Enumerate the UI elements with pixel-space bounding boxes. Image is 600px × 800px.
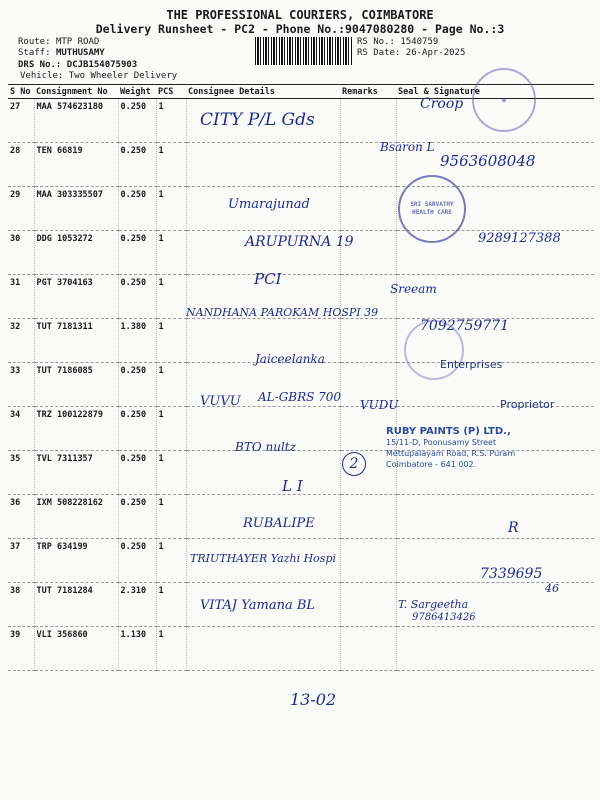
drs-label: DRS No.: bbox=[18, 60, 62, 70]
col-pcs: PCS bbox=[156, 85, 186, 99]
handwriting-consignee: L I bbox=[282, 477, 303, 495]
handwriting-consignee: PCI bbox=[254, 270, 282, 288]
handwritten-phone: 9786413426 bbox=[412, 612, 476, 623]
row-consignment: PGT 3704163 bbox=[34, 275, 118, 319]
ruby-stamp-name: RUBY PAINTS (P) LTD., bbox=[386, 426, 511, 437]
runsheet-subtitle: Delivery Runsheet - PC2 - Phone No.:9047080280 - Page No.:3 bbox=[95, 22, 505, 36]
handwriting-consignee: VUVU bbox=[200, 394, 241, 409]
delivery-table bbox=[8, 84, 594, 671]
row-weight: 1.380 bbox=[118, 319, 156, 363]
row-weight: 1.130 bbox=[118, 627, 156, 671]
row-remarks bbox=[340, 495, 396, 539]
row-weight: 0.250 bbox=[118, 231, 156, 275]
rs-date-label: RS Date: bbox=[357, 48, 401, 58]
vehicle-value: Two Wheeler Delivery bbox=[68, 71, 178, 81]
row-sno: 31 bbox=[8, 275, 34, 319]
row-sno: 28 bbox=[8, 143, 34, 187]
row-remarks bbox=[340, 99, 396, 143]
staff-line bbox=[18, 48, 105, 58]
row-pcs: 1 bbox=[156, 275, 186, 319]
rs-date-line bbox=[357, 48, 465, 58]
row-sno: 30 bbox=[8, 231, 34, 275]
col-consignee: Consignee Details bbox=[186, 85, 340, 99]
handwritten-signature: Sreeam bbox=[390, 282, 437, 296]
handwriting-consignee: TRIUTHAYER Yazhi Hospi bbox=[190, 552, 337, 565]
row-pcs: 1 bbox=[156, 451, 186, 495]
row-consignment: TRP 634199 bbox=[34, 539, 118, 583]
row-sno: 32 bbox=[8, 319, 34, 363]
rs-no-label: RS No.: bbox=[357, 37, 395, 47]
row-consignment: TUT 7181311 bbox=[34, 319, 118, 363]
handwriting-consignee: AL-GBRS 700 bbox=[258, 390, 342, 404]
drs-line bbox=[18, 60, 137, 70]
enterprises-stamp-text: Enterprises bbox=[440, 358, 503, 371]
row-weight: 0.250 bbox=[118, 187, 156, 231]
row-consignment: TEN 66819 bbox=[34, 143, 118, 187]
row-sno: 34 bbox=[8, 407, 34, 451]
row-pcs: 1 bbox=[156, 495, 186, 539]
route-value: MTP ROAD bbox=[55, 37, 100, 47]
row-signature bbox=[396, 627, 594, 671]
row-weight: 0.250 bbox=[118, 143, 156, 187]
row-sno: 33 bbox=[8, 363, 34, 407]
row-pcs: 1 bbox=[156, 143, 186, 187]
row-consignee bbox=[186, 143, 340, 187]
route-label: Route: bbox=[18, 37, 51, 47]
row-weight: 0.250 bbox=[118, 275, 156, 319]
row-pcs: 1 bbox=[156, 583, 186, 627]
table-row bbox=[8, 627, 594, 671]
handwritten-signature: T. Sargeetha bbox=[398, 598, 469, 611]
row-consignment: VLI 356860 bbox=[34, 627, 118, 671]
row-remarks bbox=[340, 187, 396, 231]
route-line bbox=[18, 37, 99, 47]
handwritten-phone: 9289127388 bbox=[478, 231, 561, 246]
handwritten-signature: Croop bbox=[420, 96, 464, 112]
row-pcs: 1 bbox=[156, 187, 186, 231]
handwriting-consignee: Umarajunad bbox=[228, 197, 310, 212]
sarvathy-stamp: SRI SARVATHY HEALTH CARE bbox=[398, 175, 466, 243]
handwriting-consignee: VITAJ Yamana BL bbox=[200, 598, 316, 613]
vehicle-label: Vehicle: bbox=[20, 71, 64, 81]
staff-label: Staff: bbox=[18, 48, 51, 58]
row-sno: 35 bbox=[8, 451, 34, 495]
row-weight: 0.250 bbox=[118, 363, 156, 407]
row-consignment: IXM 508228162 bbox=[34, 495, 118, 539]
col-sno: S No bbox=[8, 85, 34, 99]
row-weight: 2.310 bbox=[118, 583, 156, 627]
row-remarks bbox=[340, 583, 396, 627]
row-consignment: TUT 7181284 bbox=[34, 583, 118, 627]
row-consignment: TUT 7186085 bbox=[34, 363, 118, 407]
col-weight: Weight bbox=[118, 85, 156, 99]
col-remarks: Remarks bbox=[340, 85, 396, 99]
row-weight: 0.250 bbox=[118, 539, 156, 583]
row-sno: 27 bbox=[8, 99, 34, 143]
row-weight: 0.250 bbox=[118, 495, 156, 539]
proprietor-stamp-text: Proprietor bbox=[500, 398, 555, 411]
vehicle-line bbox=[20, 71, 177, 81]
row-sno: 36 bbox=[8, 495, 34, 539]
ruby-stamp-line: 15/11-D, Poonusamy Street bbox=[386, 438, 497, 447]
row-weight: 0.250 bbox=[118, 451, 156, 495]
barcode bbox=[255, 37, 352, 65]
handwriting-consignee: RUBALIPE bbox=[243, 516, 315, 531]
drs-value: DCJB154075903 bbox=[66, 60, 138, 70]
handwritten-note: 13-02 bbox=[290, 690, 337, 709]
round-stamp-seal bbox=[404, 320, 464, 380]
row-remarks bbox=[340, 539, 396, 583]
handwriting-consignee: NANDHANA PAROKAM HOSPI 39 bbox=[186, 306, 379, 319]
rs-date-value: 26-Apr-2025 bbox=[405, 48, 466, 58]
row-pcs: 1 bbox=[156, 627, 186, 671]
row-consignee bbox=[186, 451, 340, 495]
ruby-stamp-line: Coimbatore - 641 002. bbox=[386, 460, 477, 469]
row-consignment: MAA 303335507 bbox=[34, 187, 118, 231]
row-sno: 39 bbox=[8, 627, 34, 671]
row-remarks bbox=[340, 627, 396, 671]
col-signature: Seal & Signature bbox=[396, 85, 594, 99]
handwritten-signature: VUDU bbox=[360, 398, 399, 412]
handwriting-consignee: Jaiceelanka bbox=[255, 352, 325, 366]
handwritten-signature: R bbox=[508, 520, 519, 536]
handwritten-phone: 7092759771 bbox=[420, 318, 510, 334]
rs-no-line bbox=[357, 37, 438, 47]
handwriting-consignee: BTO nultz bbox=[235, 440, 296, 454]
row-pcs: 1 bbox=[156, 407, 186, 451]
ruby-stamp-line: Mettupalayam Road, R.S. Puram bbox=[386, 449, 516, 458]
row-sno: 38 bbox=[8, 583, 34, 627]
row-pcs: 1 bbox=[156, 539, 186, 583]
row-consignment: MAA 574623180 bbox=[34, 99, 118, 143]
row-sno: 37 bbox=[8, 539, 34, 583]
col-consignment: Consignment No bbox=[34, 85, 118, 99]
row-signature bbox=[396, 495, 594, 539]
row-pcs: 1 bbox=[156, 231, 186, 275]
row-consignee bbox=[186, 627, 340, 671]
row-remarks bbox=[340, 319, 396, 363]
handwritten-signature: Bsaron L bbox=[380, 140, 435, 154]
handwritten-number: 46 bbox=[545, 582, 559, 595]
row-pcs: 1 bbox=[156, 319, 186, 363]
rs-no-value: 1540759 bbox=[400, 37, 439, 47]
row-consignment: DDG 1053272 bbox=[34, 231, 118, 275]
row-weight: 0.250 bbox=[118, 99, 156, 143]
staff-value: MUTHUSAMY bbox=[55, 48, 105, 58]
company-title: THE PROFESSIONAL COURIERS, COIMBATORE bbox=[166, 8, 434, 22]
handwritten-circle: 2 bbox=[342, 452, 366, 476]
handwritten-phone: 9563608048 bbox=[440, 152, 536, 170]
row-sno: 29 bbox=[8, 187, 34, 231]
row-pcs: 1 bbox=[156, 99, 186, 143]
row-weight: 0.250 bbox=[118, 407, 156, 451]
row-pcs: 1 bbox=[156, 363, 186, 407]
row-consignment: TVL 7311357 bbox=[34, 451, 118, 495]
handwritten-phone: 7339695 bbox=[480, 566, 543, 582]
row-consignment: TRZ 100122879 bbox=[34, 407, 118, 451]
handwriting-consignee: ARUPURNA 19 bbox=[245, 234, 354, 250]
handwriting-consignee: CITY P/L Gds bbox=[200, 110, 315, 130]
round-stamp-seal: ● bbox=[472, 68, 536, 132]
ruby-paints-stamp bbox=[386, 426, 515, 470]
